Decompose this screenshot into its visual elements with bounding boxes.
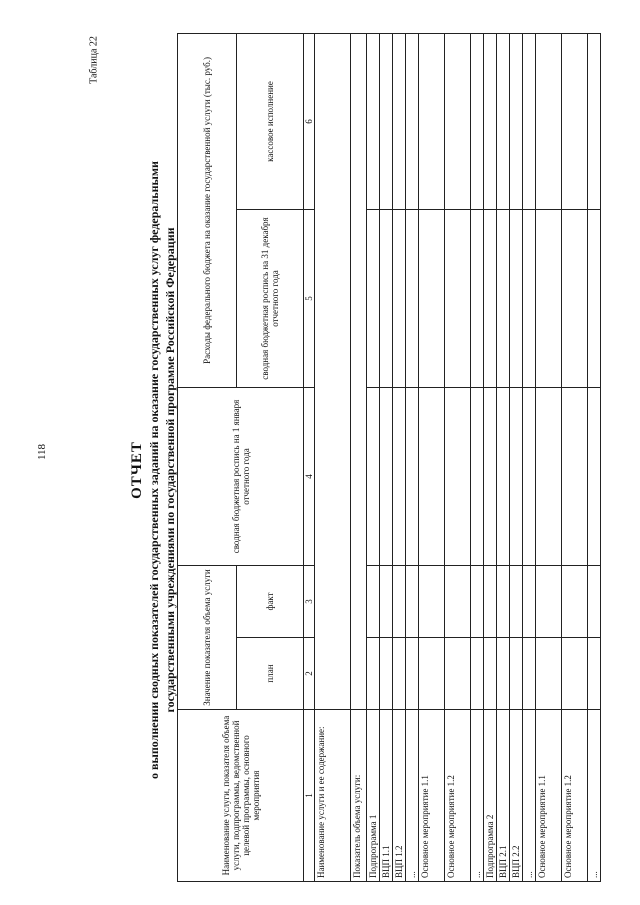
row-label: Основное мероприятие 1.1 (536, 710, 562, 882)
row-label: ... (523, 710, 536, 882)
row-label: ВЦП 1.2 (393, 710, 406, 882)
table-row (588, 33, 601, 881)
row-label: ВЦП 2.2 (510, 710, 523, 882)
table-row (536, 33, 562, 881)
header-cash: кассовое исполнение (237, 33, 304, 209)
report-subtitle-line-1: о выполнении сводных показателей государственных заданий на оказание государственных услуг федеральными (147, 161, 161, 779)
table-row (367, 33, 380, 881)
table-row (471, 33, 484, 881)
row-label: ... (471, 710, 484, 882)
header-plan: план (237, 638, 304, 710)
row-label: ... (406, 710, 419, 882)
table-row (445, 33, 471, 881)
row-label: Наименование услуги и ее содержание: (315, 710, 351, 882)
row-label: Основное мероприятие 1.1 (419, 710, 445, 882)
header-name: Наименование услуги, показателя объема услуги, подпрограммы, ведомственной целевой программы, основного мероприятия (178, 710, 304, 882)
row-label: Подпрограмма 2 (484, 710, 497, 882)
row-label: Основное мероприятие 1.2 (445, 710, 471, 882)
table-row (315, 33, 351, 881)
report-table (177, 33, 601, 882)
table-row (497, 33, 510, 881)
report-title-block (128, 90, 178, 850)
column-number: 3 (304, 566, 315, 638)
row-empty-merged (351, 33, 367, 709)
table-row (419, 33, 445, 881)
row-empty-merged (315, 33, 351, 709)
table-row (523, 33, 536, 881)
table-row (562, 33, 588, 881)
column-number: 4 (304, 388, 315, 566)
row-label: Подпрограмма 1 (367, 710, 380, 882)
table-row (406, 33, 419, 881)
table-row (510, 33, 523, 881)
report-subtitle-line-2: государственными учреждениями по государственной программе Российской Федерации (163, 227, 177, 713)
row-label: ВЦП 1.1 (380, 710, 393, 882)
column-number: 2 (304, 638, 315, 710)
report-table-container (177, 34, 599, 882)
table-row (351, 33, 367, 881)
header-expense-group: Расходы федерального бюджета на оказание государственной услуги (тыс. руб.) (178, 33, 237, 387)
row-label: Показатель объема услуги: (351, 710, 367, 882)
row-label: ВЦП 2.1 (497, 710, 510, 882)
header-fact: факт (237, 566, 304, 638)
column-number-row (304, 33, 315, 881)
header-budget-jan: сводная бюджетная роспись на 1 января отчетного года (178, 388, 304, 566)
header-value-group: Значение показателя объема услуги (178, 566, 237, 710)
column-number: 6 (304, 33, 315, 209)
column-number: 5 (304, 210, 315, 388)
page-number: 118 (36, 443, 48, 461)
header-budget-dec: сводная бюджетная роспись на 31 декабря отчетного года (237, 210, 304, 388)
row-label: ... (588, 710, 601, 882)
column-number: 1 (304, 710, 315, 882)
row-label: Основное мероприятие 1.2 (562, 710, 588, 882)
table-row (380, 33, 393, 881)
report-title: ОТЧЕТ (129, 441, 145, 499)
table-label: Таблица 22 (88, 36, 100, 84)
table-row (393, 33, 406, 881)
table-row (484, 33, 497, 881)
